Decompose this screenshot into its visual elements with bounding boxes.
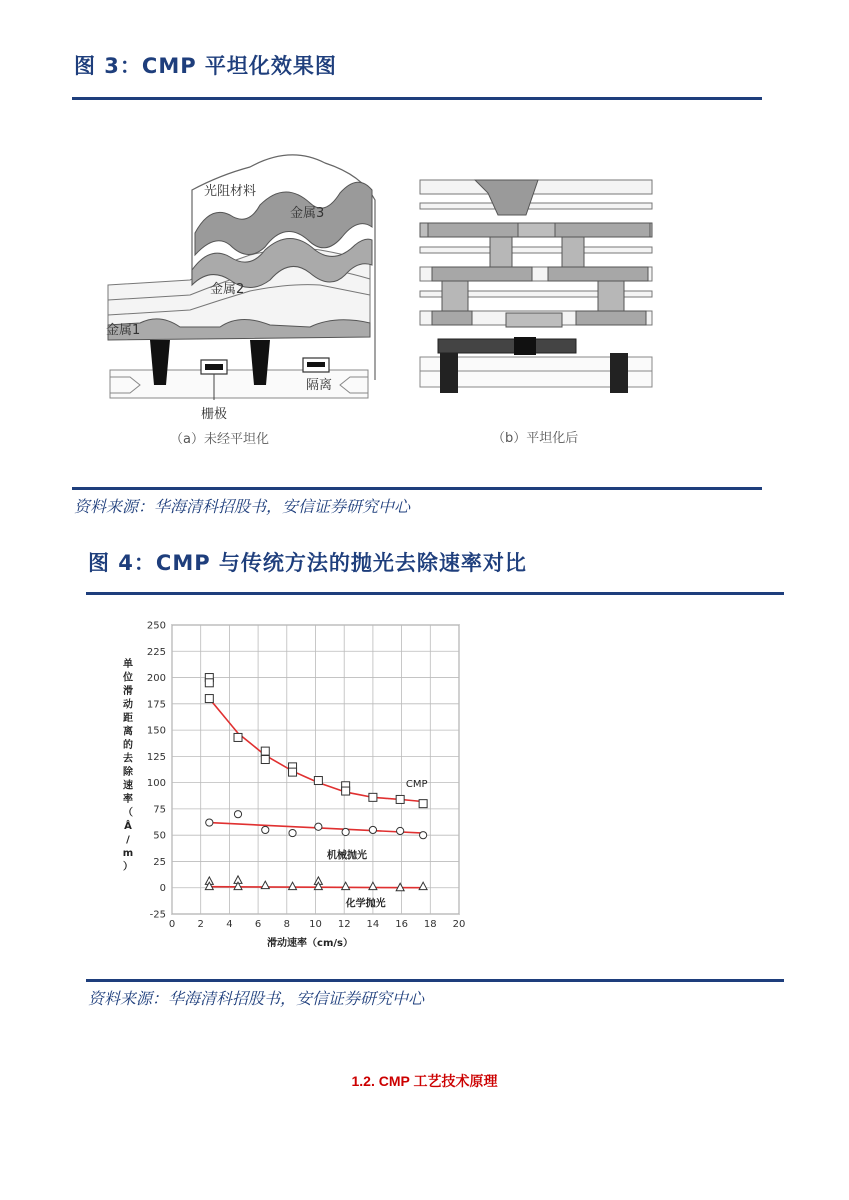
y-tick-label: 75 — [153, 804, 166, 816]
y-tick-label: 50 — [153, 830, 166, 842]
y-tick-label: -25 — [149, 909, 166, 921]
cmp-point — [314, 777, 322, 785]
x-tick-label: 20 — [452, 919, 466, 930]
figure3-source: 资料来源：华海清科招股书，安信证券研究中心 — [74, 497, 411, 516]
y-tick-label: 25 — [153, 856, 166, 868]
x-tick-label: 16 — [395, 919, 408, 930]
figure3-bottom-rule — [72, 487, 762, 490]
figure4-bottom-rule — [86, 979, 784, 982]
removal-rate-chart — [110, 615, 480, 960]
y-tick-label: 250 — [146, 620, 166, 632]
mechanical-point — [369, 826, 376, 833]
series-label-square: CMP — [405, 778, 428, 790]
mechanical-point — [397, 827, 404, 834]
figure4-title: 图 4：CMP 与传统方法的抛光去除速率对比 — [88, 551, 527, 575]
series-label-circle: 机械抛光 — [326, 850, 367, 862]
x-tick-label: 14 — [366, 919, 380, 930]
mechanical-point — [234, 811, 241, 818]
figure3-top-rule — [72, 97, 762, 100]
cmp-point — [205, 695, 213, 703]
mechanical-point — [262, 826, 269, 833]
x-tick-label: 10 — [309, 919, 322, 930]
y-axis-ticks — [147, 621, 166, 921]
x-axis-label: 滑动速率（cm/s） — [267, 938, 353, 949]
gate-label: 栅极 — [201, 407, 228, 422]
photoresist-label: 光阻材料 — [204, 184, 257, 199]
y-tick-label: 100 — [146, 778, 166, 790]
y-tick-label: 175 — [146, 699, 166, 711]
diagram-b-caption: （b）平坦化后 — [492, 431, 579, 446]
y-tick-label: 0 — [159, 883, 166, 895]
y-tick-label: 150 — [146, 725, 166, 737]
x-tick-label: 8 — [283, 919, 290, 930]
y-tick-label: 125 — [146, 751, 166, 763]
cmp-point — [261, 756, 269, 764]
cmp-point — [205, 679, 213, 687]
x-tick-label: 2 — [197, 919, 204, 930]
mechanical-point — [289, 829, 296, 836]
y-tick-label: 200 — [146, 673, 166, 685]
isolation-label: 隔离 — [306, 378, 333, 393]
metal2-label: 金属2 — [210, 282, 245, 297]
cmp-point — [289, 768, 297, 776]
y-axis-label: 单位滑动距离的去除速率（ Å / m ） — [122, 659, 134, 873]
x-tick-label: 18 — [423, 919, 437, 930]
diagram-b-planarized — [420, 175, 660, 455]
series-label-triangle: 化学抛光 — [345, 898, 386, 910]
x-tick-label: 4 — [226, 919, 233, 930]
cmp-point — [396, 795, 404, 803]
mechanical-point — [420, 832, 427, 839]
mechanical-point — [206, 819, 213, 826]
y-tick-label: 225 — [146, 646, 166, 658]
diagram-a-caption: （a）未经平坦化 — [170, 432, 269, 447]
cmp-point — [261, 747, 269, 755]
cmp-point — [342, 787, 350, 795]
cmp-point — [369, 793, 377, 801]
cmp-point — [419, 800, 427, 808]
x-tick-label: 6 — [254, 919, 262, 930]
diagram-a-unplanarized — [100, 145, 390, 455]
metal3-label: 金属3 — [290, 206, 325, 221]
figure4-top-rule — [86, 592, 784, 595]
cmp-point — [234, 733, 242, 741]
x-tick-label: 0 — [168, 919, 176, 930]
mechanical-point — [315, 823, 322, 830]
metal1-label: 金属1 — [106, 323, 141, 338]
x-tick-label: 12 — [337, 919, 351, 930]
section-heading: 1.2. CMP 工艺技术原理 — [351, 1073, 498, 1089]
figure3-title: 图 3：CMP 平坦化效果图 — [74, 54, 337, 78]
mechanical-point — [342, 828, 349, 835]
x-axis-ticks — [169, 919, 466, 930]
figure4-source: 资料来源：华海清科招股书，安信证券研究中心 — [88, 989, 425, 1008]
